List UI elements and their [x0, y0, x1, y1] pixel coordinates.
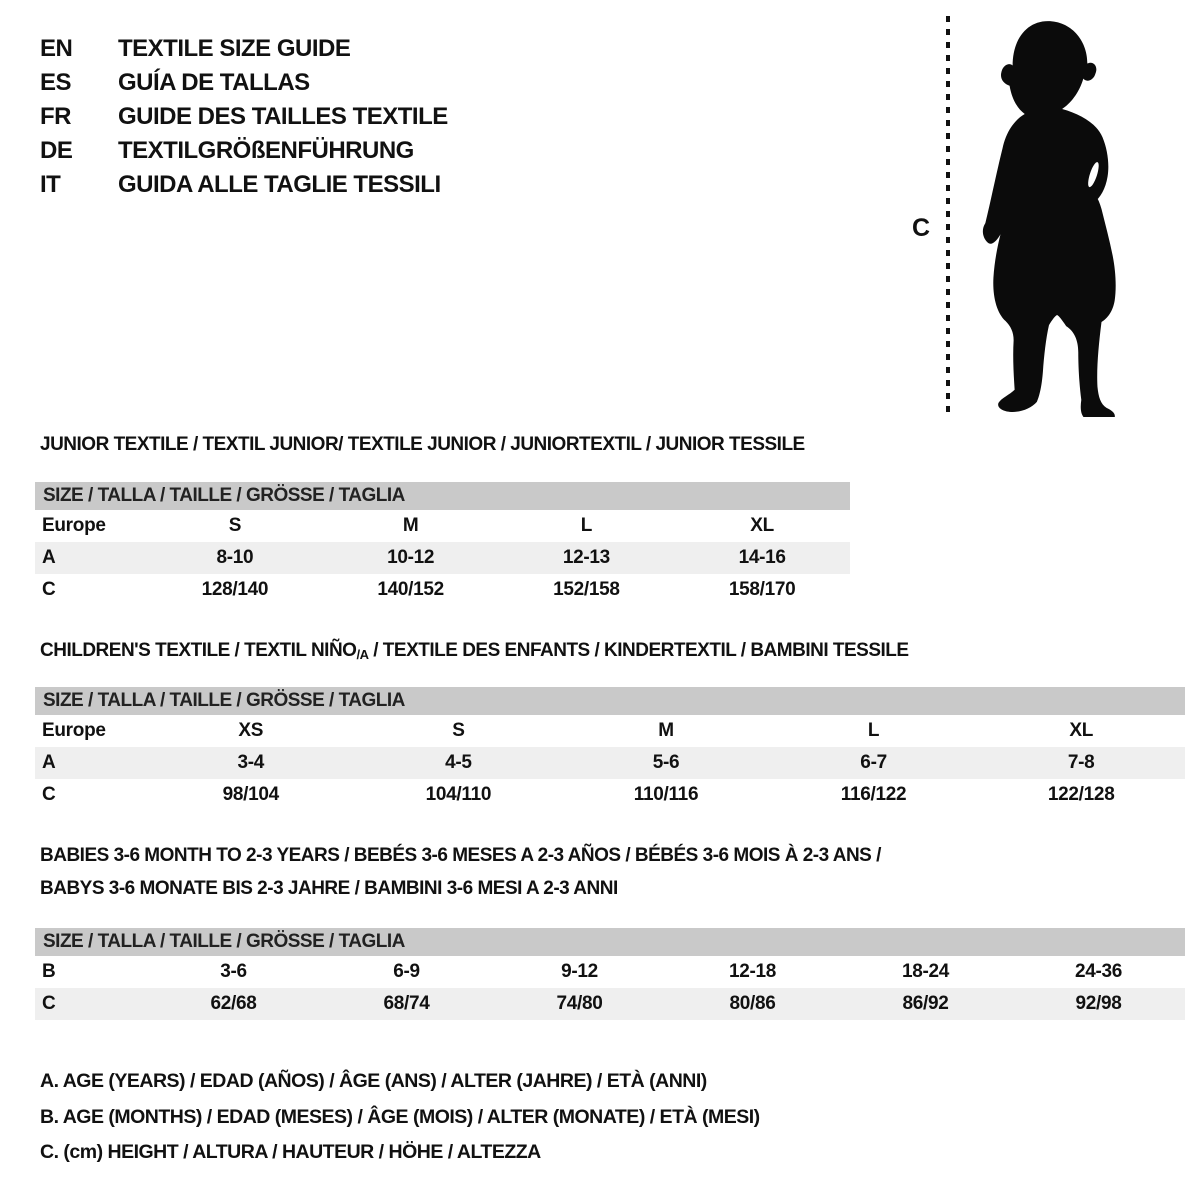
- table-cell: 7-8: [1067, 752, 1095, 773]
- babies-row-b: [35, 956, 1185, 988]
- babies-row-c: [35, 988, 1185, 1020]
- language-code: ES: [40, 69, 72, 96]
- row-label: C: [42, 579, 56, 600]
- babies-section-heading-line1: BABIES 3-6 MONTH TO 2-3 YEARS / BEBÉS 3-6 MESES A 2-3 AÑOS / BÉBÉS 3-6 MOIS À 2-3 ANS /: [40, 845, 881, 866]
- table-cell: 3-4: [237, 752, 265, 773]
- row-label: A: [42, 547, 56, 568]
- column-header: XS: [238, 720, 264, 741]
- babies-size-table: [35, 928, 1185, 1020]
- table-cell: 122/128: [1047, 784, 1115, 805]
- row-label: B: [42, 961, 56, 982]
- language-title: GUÍA DE TALLAS: [118, 69, 310, 96]
- table-cell: 128/140: [201, 579, 269, 600]
- table-cell: 5-6: [652, 752, 680, 773]
- height-measure-dashed-line: [944, 16, 952, 418]
- table-cell: 12-18: [728, 961, 777, 982]
- language-row-fr: [40, 100, 448, 134]
- row-label: Europe: [42, 720, 106, 741]
- table-cell: 158/170: [728, 579, 796, 600]
- babies-size-header-bar: SIZE / TALLA / TAILLE / GRÖSSE / TAGLIA: [35, 928, 1185, 956]
- table-cell: 8-10: [216, 547, 254, 568]
- language-title: GUIDA ALLE TAGLIE TESSILI: [118, 171, 441, 198]
- table-cell: 12-13: [562, 547, 610, 568]
- junior-columns-row: [35, 510, 850, 542]
- junior-row-c: [35, 574, 850, 606]
- legend-line-c: C. (cm) HEIGHT / ALTURA / HAUTEUR / HÖHE / ALTEZZA: [40, 1141, 541, 1163]
- table-cell: 14-16: [738, 547, 786, 568]
- language-title-list: [40, 32, 448, 202]
- table-cell: 140/152: [377, 579, 444, 600]
- junior-size-table: [35, 482, 850, 606]
- table-cell: 116/122: [840, 784, 907, 805]
- children-columns-row: [35, 715, 1185, 747]
- children-size-header-bar: SIZE / TALLA / TAILLE / GRÖSSE / TAGLIA: [35, 687, 1185, 715]
- legend-line-b: B. AGE (MONTHS) / EDAD (MESES) / ÂGE (MOIS) / ALTER (MONATE) / ETÀ (MESI): [40, 1106, 760, 1128]
- children-size-table: [35, 687, 1185, 811]
- column-header: M: [658, 720, 674, 741]
- children-row-c: [35, 779, 1185, 811]
- language-title: GUIDE DES TAILLES TEXTILE: [118, 103, 448, 130]
- column-header: XL: [1069, 720, 1094, 741]
- column-header: L: [580, 515, 593, 536]
- children-row-a: [35, 747, 1185, 779]
- table-cell: 74/80: [556, 993, 603, 1014]
- table-cell: 104/110: [425, 784, 492, 805]
- junior-row-a: [35, 542, 850, 574]
- table-cell: 6-7: [860, 752, 887, 773]
- table-cell: 62/68: [210, 993, 257, 1014]
- language-title: TEXTILE SIZE GUIDE: [118, 35, 351, 62]
- table-cell: 110/116: [633, 784, 699, 805]
- table-cell: 92/98: [1075, 993, 1122, 1014]
- table-cell: 24-36: [1074, 961, 1123, 982]
- table-cell: 4-5: [445, 752, 472, 773]
- measure-label-c: C: [912, 214, 931, 242]
- legend-line-a: A. AGE (YEARS) / EDAD (AÑOS) / ÂGE (ANS) / ALTER (JAHRE) / ETÀ (ANNI): [40, 1070, 707, 1092]
- table-cell: 98/104: [222, 784, 279, 805]
- language-row-es: [40, 66, 448, 100]
- column-header: L: [867, 720, 880, 741]
- language-title: TEXTILGRÖßENFÜHRUNG: [118, 137, 414, 164]
- children-heading-part1: CHILDREN'S TEXTILE / TEXTIL NIÑO: [40, 640, 357, 661]
- junior-size-header-bar: SIZE / TALLA / TAILLE / GRÖSSE / TAGLIA: [35, 482, 850, 510]
- column-header: S: [452, 720, 465, 741]
- column-header: S: [228, 515, 242, 536]
- table-cell: 80/86: [729, 993, 776, 1014]
- table-cell: 86/92: [902, 993, 949, 1014]
- language-code: FR: [40, 103, 71, 130]
- language-code: IT: [40, 171, 61, 198]
- table-cell: 3-6: [220, 961, 247, 982]
- row-label: Europe: [42, 515, 106, 536]
- row-label: C: [42, 993, 56, 1014]
- column-header: XL: [750, 515, 774, 536]
- language-row-de: [40, 134, 448, 168]
- table-cell: 152/158: [553, 579, 620, 600]
- row-label: C: [42, 784, 56, 805]
- junior-section-heading: JUNIOR TEXTILE / TEXTIL JUNIOR/ TEXTILE JUNIOR / JUNIORTEXTIL / JUNIOR TESSILE: [40, 434, 805, 455]
- babies-section-heading-line2: BABYS 3-6 MONATE BIS 2-3 JAHRE / BAMBINI 3-6 MESI A 2-3 ANNI: [40, 878, 618, 899]
- language-code: DE: [40, 137, 73, 164]
- table-cell: 68/74: [383, 993, 430, 1014]
- baby-silhouette-icon: [963, 13, 1139, 417]
- table-cell: 9-12: [561, 961, 598, 982]
- children-heading-subscript: /A: [356, 647, 369, 662]
- table-cell: 6-9: [393, 961, 420, 982]
- language-row-it: [40, 168, 448, 202]
- column-header: M: [402, 515, 419, 536]
- children-heading-part2: / TEXTILE DES ENFANTS / KINDERTEXTIL / BAMBINI TESSILE: [368, 640, 909, 661]
- language-code: EN: [40, 35, 73, 62]
- row-label: A: [42, 752, 56, 773]
- children-section-heading: [40, 640, 909, 662]
- table-cell: 10-12: [387, 547, 435, 568]
- language-row-en: [40, 32, 448, 66]
- table-cell: 18-24: [901, 961, 950, 982]
